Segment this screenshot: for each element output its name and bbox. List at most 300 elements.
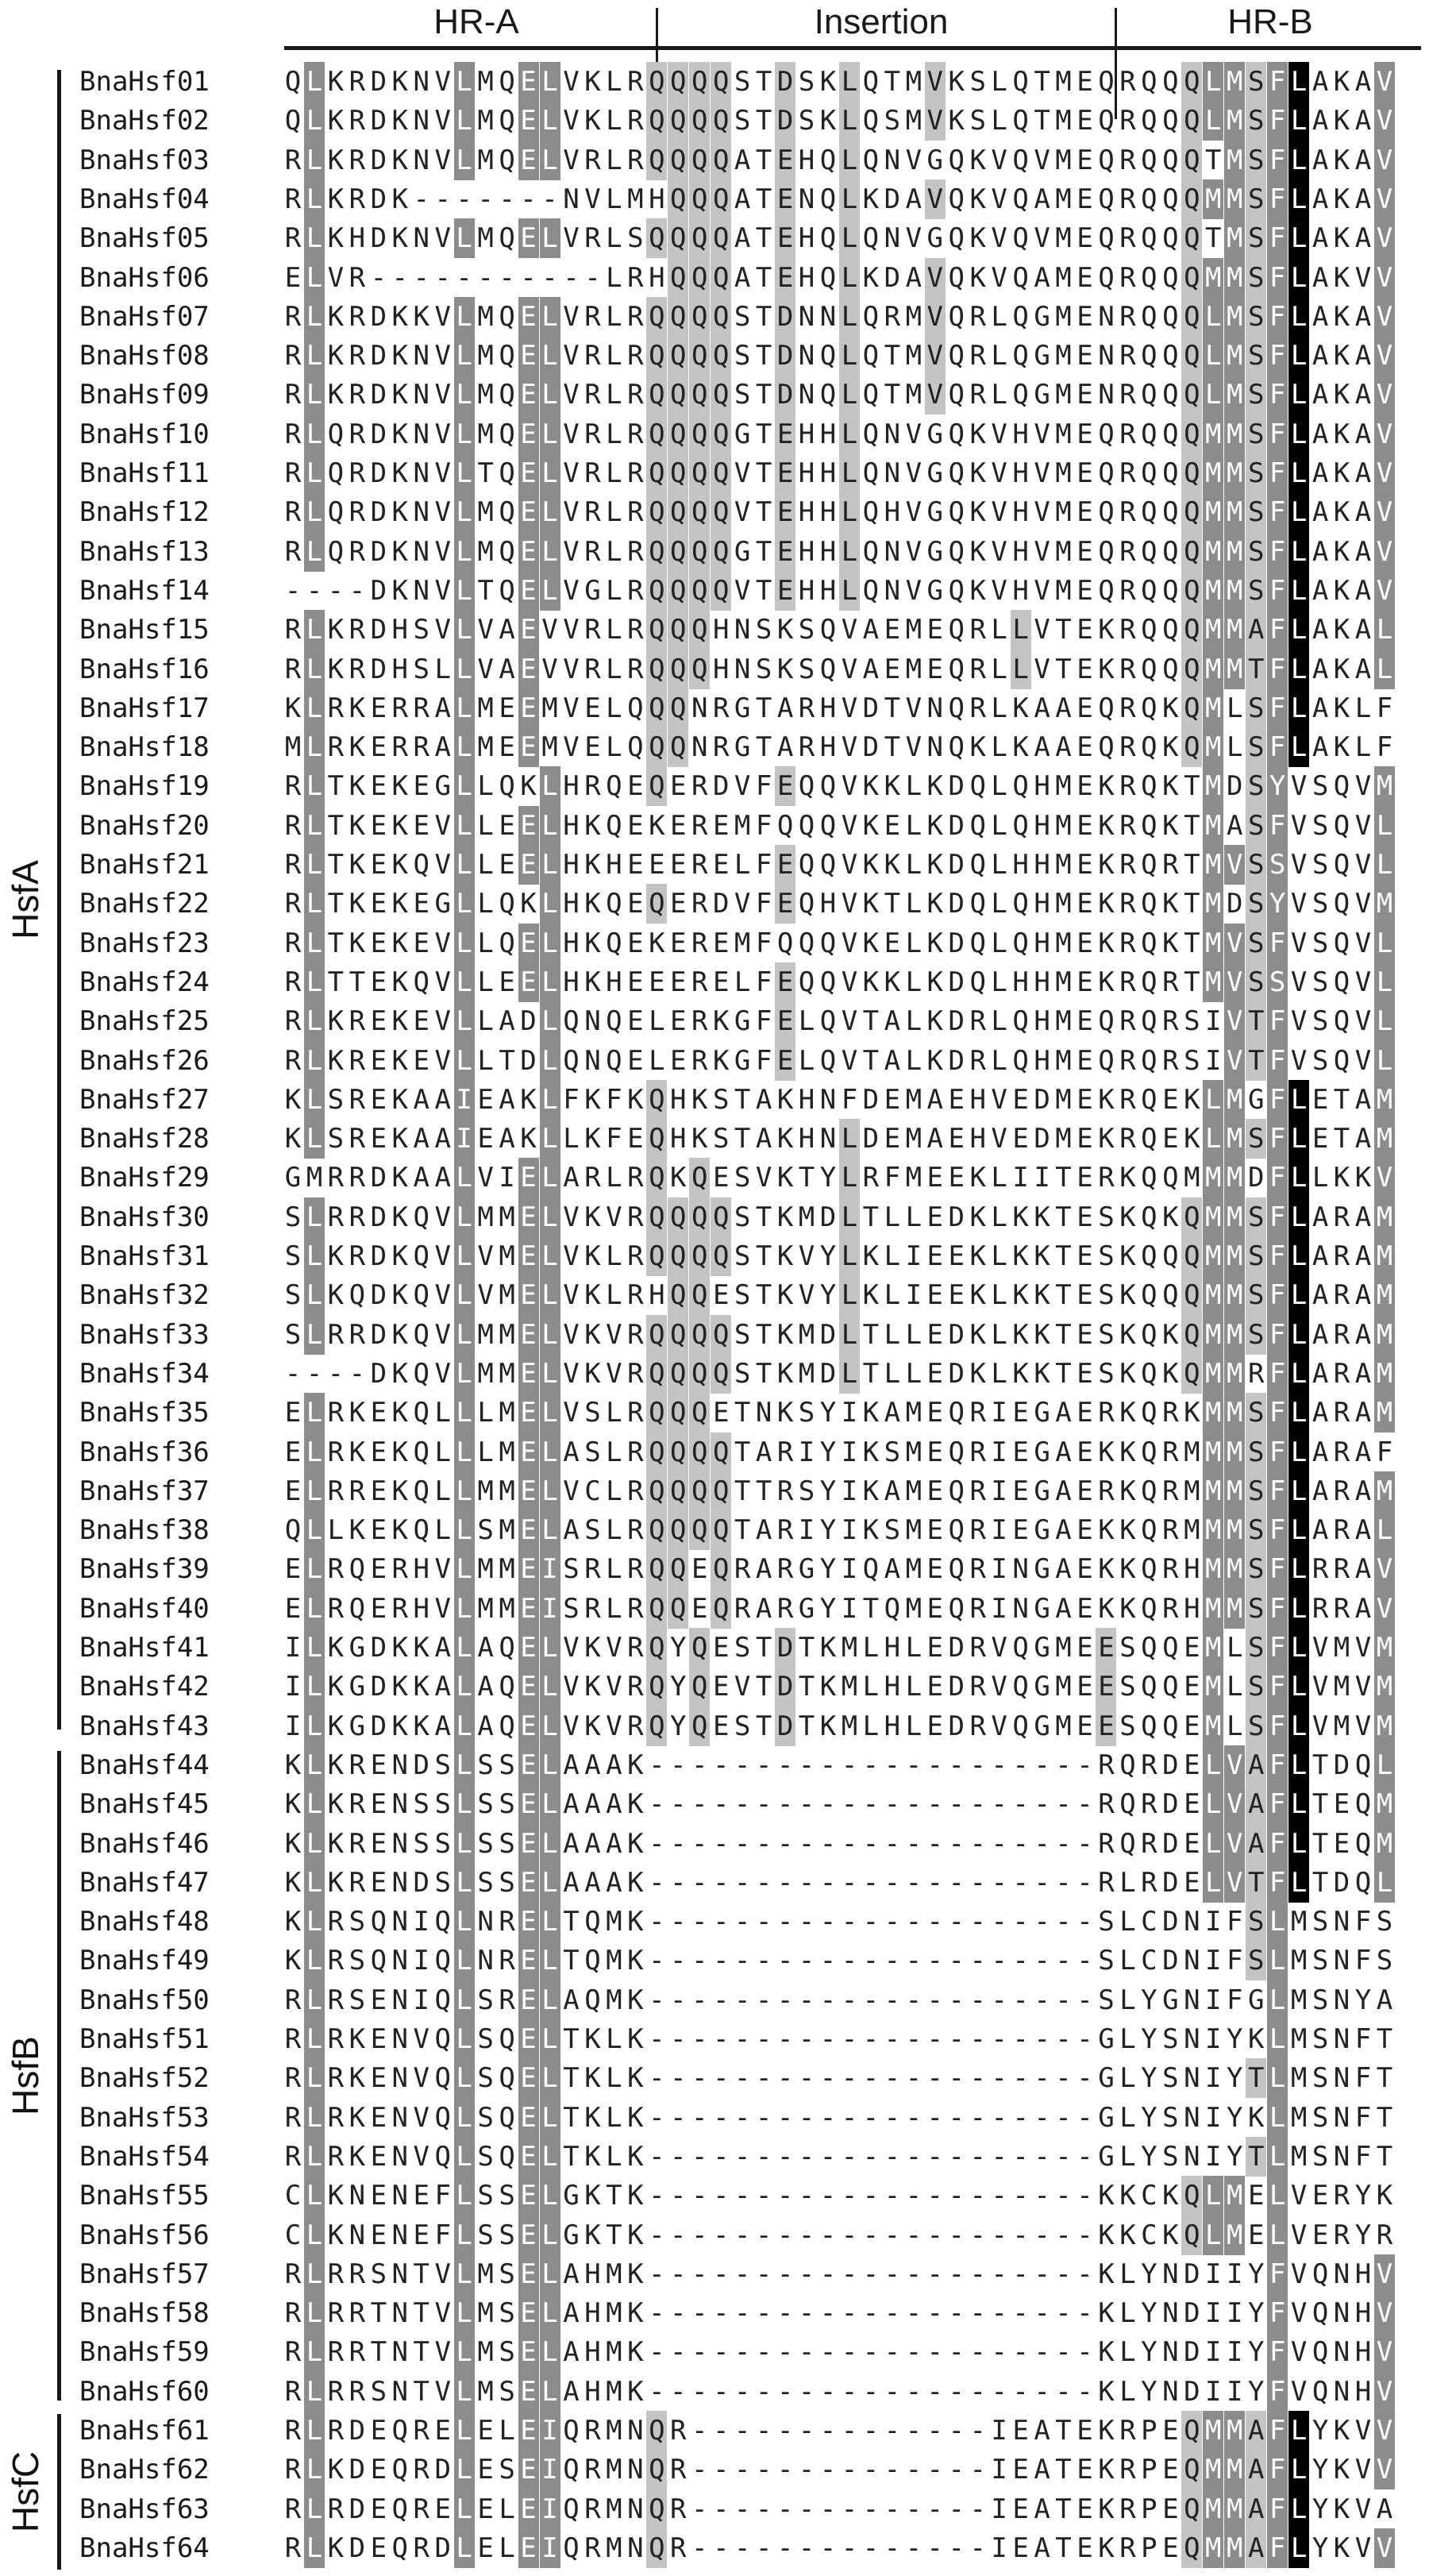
residue-cell: L	[991, 614, 1007, 646]
residue-cell: M	[499, 1436, 515, 1468]
residue-cell: Q	[862, 496, 880, 529]
residue-cell: R	[584, 614, 601, 646]
residue-cell: -	[1055, 1788, 1072, 1821]
residue-cell: K	[349, 2023, 366, 2055]
residue-cell: R	[670, 2415, 687, 2447]
residue-cell: E	[370, 809, 387, 842]
residue-cell: E	[370, 1436, 387, 1468]
residue-cell: L	[905, 1044, 922, 1077]
residue-cell: F	[1267, 1119, 1288, 1159]
residue-cell: -	[841, 2219, 858, 2251]
residue-cell: K	[948, 66, 965, 98]
residue-cell: E	[1077, 1632, 1093, 1664]
residue-cell: L	[1288, 375, 1309, 415]
residue-cell: V	[434, 66, 451, 98]
residue-cell: Q	[819, 261, 837, 294]
residue-cell: -	[434, 183, 451, 215]
residue-cell: R	[284, 1984, 302, 2016]
residue-cell: E	[775, 141, 795, 180]
residue-cell: -	[1055, 2101, 1072, 2134]
residue-cell: E	[775, 1001, 795, 1041]
residue-cell: K	[627, 2219, 644, 2251]
residue-cell: L	[905, 1201, 922, 1233]
residue-cell: Q	[1181, 571, 1202, 611]
residue-cell: I	[991, 2493, 1007, 2525]
residue-cell: -	[798, 2062, 815, 2095]
residue-cell: R	[391, 1553, 409, 1586]
residue-cell: -	[969, 2258, 986, 2290]
residue-cell: M	[1055, 770, 1072, 803]
residue-cell: S	[1119, 1710, 1136, 1742]
residue-cell: Q	[434, 2062, 451, 2095]
sequence-name: BnaHsf36	[79, 1436, 210, 1468]
residue-cell: T	[1312, 1827, 1329, 1860]
sequence-name: BnaHsf07	[79, 300, 210, 333]
sequence-row	[0, 1471, 1429, 1511]
residue-cell: K	[391, 105, 409, 137]
residue-cell: L	[798, 1005, 815, 1038]
residue-cell: -	[670, 1788, 687, 1821]
residue-cell: D	[370, 1710, 387, 1742]
residue-cell: Q	[819, 1044, 837, 1077]
residue-cell: E	[370, 2454, 387, 2486]
residue-cell: E	[926, 1514, 944, 1547]
residue-cell: R	[584, 496, 601, 529]
residue-cell: K	[776, 1397, 794, 1429]
residue-cell: H	[563, 849, 580, 881]
residue-cell: L	[304, 688, 325, 728]
sequence-name: BnaHsf32	[79, 1279, 210, 1312]
residue-cell: -	[948, 2180, 965, 2212]
residue-cell: Q	[711, 336, 731, 376]
residue-cell: Q	[819, 966, 837, 998]
residue-cell: V	[1374, 415, 1395, 454]
residue-cell: A	[434, 1632, 451, 1664]
residue-cell: L	[540, 2215, 560, 2255]
residue-cell: E	[926, 1357, 944, 1390]
residue-cell: E	[1077, 1123, 1093, 1155]
residue-cell: R	[391, 1592, 409, 1625]
residue-cell: V	[434, 222, 451, 255]
residue-cell: G	[926, 144, 944, 176]
residue-cell: -	[905, 2297, 922, 2330]
residue-cell: M	[477, 1592, 494, 1625]
residue-cell: Q	[646, 650, 667, 689]
residue-cell: R	[284, 2336, 302, 2369]
sequence-name: BnaHsf48	[79, 1906, 210, 1938]
residue-cell: E	[948, 1240, 965, 1272]
residue-cell: Q	[1098, 692, 1115, 724]
residue-cell: L	[499, 2532, 515, 2564]
residue-cell: V	[1374, 1549, 1395, 1589]
residue-cell: Q	[1141, 731, 1157, 764]
residue-cell: M	[798, 1357, 815, 1390]
residue-cell: K	[327, 1671, 345, 1703]
residue-cell: F	[755, 809, 772, 842]
residue-cell: V	[991, 1632, 1007, 1664]
residue-cell: F	[1267, 2489, 1288, 2529]
residue-cell: Q	[1162, 1279, 1179, 1312]
residue-cell: L	[1288, 1549, 1309, 1589]
residue-cell: Q	[689, 415, 710, 454]
residue-cell: A	[1354, 418, 1372, 450]
residue-cell: R	[349, 379, 366, 411]
residue-cell: H	[1012, 457, 1029, 489]
residue-cell: Q	[413, 1397, 429, 1429]
residue-cell: F	[1267, 924, 1288, 963]
residue-cell: V	[734, 574, 751, 607]
residue-cell: R	[798, 692, 815, 724]
residue-cell: -	[1055, 2023, 1072, 2055]
residue-cell: G	[1034, 1397, 1050, 1429]
residue-cell: E	[518, 336, 539, 376]
residue-cell: Q	[798, 927, 815, 959]
residue-cell: K	[391, 1397, 409, 1429]
residue-cell: Y	[1267, 766, 1288, 806]
residue-cell: R	[969, 300, 986, 333]
residue-cell: E	[1312, 1123, 1329, 1155]
residue-cell: -	[926, 2415, 944, 2447]
residue-cell: Q	[646, 1158, 667, 1197]
residue-cell: -	[862, 2297, 880, 2330]
residue-cell: Q	[689, 1667, 710, 1706]
residue-cell: Q	[646, 727, 667, 767]
residue-cell: -	[349, 1357, 366, 1390]
residue-cell: L	[304, 297, 325, 337]
residue-cell: V	[1290, 1044, 1308, 1077]
residue-cell: E	[1077, 300, 1093, 333]
residue-cell: L	[499, 2415, 515, 2447]
residue-cell: L	[606, 105, 622, 137]
residue-cell: Y	[1247, 2375, 1265, 2408]
residue-cell: R	[1119, 1044, 1136, 1077]
residue-cell: V	[925, 297, 946, 337]
residue-cell: L	[905, 809, 922, 842]
residue-cell: L	[454, 1549, 475, 1589]
residue-cell: M	[905, 1592, 922, 1625]
residue-cell: -	[841, 2180, 858, 2212]
residue-cell: D	[862, 692, 880, 724]
residue-cell: D	[819, 1318, 837, 1351]
residue-cell: -	[691, 2454, 708, 2486]
residue-cell: Q	[1354, 1749, 1372, 1781]
residue-cell: A	[606, 1827, 622, 1860]
residue-cell: Q	[1141, 849, 1157, 881]
residue-cell: S	[1246, 884, 1266, 924]
sequence-row	[0, 1628, 1429, 1668]
residue-cell: M	[1290, 2101, 1308, 2134]
residue-cell: S	[477, 1984, 494, 2016]
residue-cell: E	[518, 2019, 539, 2059]
residue-cell: L	[1288, 1119, 1309, 1159]
residue-cell: L	[1288, 1158, 1309, 1197]
residue-cell: A	[1312, 261, 1329, 294]
residue-cell: L	[454, 727, 475, 767]
residue-cell: T	[563, 2101, 580, 2134]
residue-cell: L	[1011, 650, 1031, 689]
residue-cell: D	[712, 888, 730, 920]
residue-cell: Q	[563, 2454, 580, 2486]
residue-cell: L	[839, 415, 860, 454]
residue-cell: R	[691, 849, 708, 881]
residue-cell: E	[1077, 692, 1093, 724]
residue-cell: R	[349, 183, 366, 215]
sequence-name: BnaHsf22	[79, 888, 210, 920]
residue-cell: V	[1224, 845, 1245, 885]
residue-cell: R	[1162, 1436, 1179, 1468]
residue-cell: Q	[646, 766, 667, 806]
residue-cell: Q	[1162, 653, 1179, 685]
residue-cell: K	[627, 2297, 644, 2330]
residue-cell: E	[518, 2332, 539, 2372]
residue-cell: -	[712, 1945, 730, 1977]
residue-cell: A	[1354, 1123, 1372, 1155]
residue-cell: R	[284, 340, 302, 372]
residue-cell: -	[991, 1945, 1007, 1977]
residue-cell: Q	[499, 300, 515, 333]
residue-cell: L	[1203, 2215, 1223, 2255]
residue-cell: G	[349, 1632, 366, 1664]
residue-cell: A	[1354, 1201, 1372, 1233]
residue-cell: K	[862, 966, 880, 998]
residue-cell: S	[584, 1514, 601, 1547]
residue-cell: M	[1374, 1080, 1395, 1120]
residue-cell: E	[518, 453, 539, 493]
residue-cell: E	[1077, 66, 1093, 98]
sequence-name: BnaHsf29	[79, 1162, 210, 1194]
residue-cell: E	[926, 1201, 944, 1233]
residue-cell: A	[1246, 610, 1266, 650]
residue-cell: V	[841, 966, 858, 998]
residue-cell: N	[391, 2062, 409, 2095]
residue-cell: T	[327, 966, 345, 998]
residue-cell: -	[819, 2101, 837, 2134]
residue-cell: L	[905, 927, 922, 959]
residue-cell: R	[327, 2415, 345, 2447]
residue-cell: D	[884, 183, 901, 215]
residue-cell: K	[1012, 1357, 1029, 1390]
residue-cell: E	[1077, 809, 1093, 842]
residue-cell: Y	[1141, 2297, 1157, 2330]
residue-cell: S	[499, 1827, 515, 1860]
residue-cell: M	[541, 731, 558, 764]
sequence-row	[0, 1433, 1429, 1472]
residue-cell: E	[627, 1044, 644, 1077]
residue-cell: R	[284, 653, 302, 685]
residue-cell: L	[905, 849, 922, 881]
residue-cell: T	[862, 1201, 880, 1233]
residue-cell: R	[627, 1162, 644, 1194]
residue-cell: T	[755, 1632, 772, 1664]
residue-cell: E	[670, 888, 687, 920]
residue-cell: L	[540, 2293, 560, 2333]
residue-cell: I	[841, 1475, 858, 1507]
residue-cell: Q	[1141, 183, 1157, 215]
residue-cell: V	[1374, 2450, 1395, 2489]
residue-cell: T	[755, 261, 772, 294]
residue-cell: A	[1354, 300, 1372, 333]
residue-cell: -	[905, 2375, 922, 2408]
residue-cell: G	[1034, 1671, 1050, 1703]
residue-cell: R	[1119, 144, 1136, 176]
residue-cell: K	[327, 1827, 345, 1860]
residue-cell: Q	[689, 1706, 710, 1746]
residue-cell: M	[1374, 1236, 1395, 1276]
residue-cell: K	[1162, 1201, 1179, 1233]
residue-cell: S	[798, 105, 815, 137]
residue-cell: -	[884, 1906, 901, 1938]
residue-cell: -	[884, 2493, 901, 2525]
residue-cell: Q	[711, 1354, 731, 1394]
residue-cell: L	[798, 1044, 815, 1077]
residue-cell: A	[1034, 2415, 1050, 2447]
residue-cell: E	[1012, 2532, 1029, 2564]
residue-cell: K	[776, 1201, 794, 1233]
residue-cell: M	[1290, 2140, 1308, 2173]
residue-cell: E	[518, 1393, 539, 1433]
residue-cell: V	[434, 1318, 451, 1351]
residue-cell: Q	[646, 1510, 667, 1550]
residue-cell: R	[327, 2297, 345, 2330]
residue-cell: E	[649, 966, 665, 998]
residue-cell: -	[691, 2140, 708, 2173]
residue-cell: L	[1226, 1632, 1243, 1664]
residue-cell: L	[304, 1628, 325, 1668]
residue-cell: K	[1162, 770, 1179, 803]
residue-cell: K	[627, 2375, 644, 2408]
residue-cell: R	[584, 222, 601, 255]
residue-cell: R	[1119, 574, 1136, 607]
residue-cell: T	[734, 1083, 751, 1116]
residue-cell: -	[477, 183, 494, 215]
residue-cell: L	[454, 806, 475, 846]
residue-cell: R	[349, 1866, 366, 1899]
residue-cell: A	[1354, 1357, 1372, 1390]
residue-cell: M	[1055, 222, 1072, 255]
residue-cell: A	[1034, 2532, 1050, 2564]
residue-cell: -	[734, 2415, 751, 2447]
residue-cell: K	[969, 457, 986, 489]
residue-cell: L	[606, 144, 622, 176]
residue-cell: R	[969, 614, 986, 646]
residue-cell: V	[563, 1710, 580, 1742]
residue-cell: Q	[689, 1197, 710, 1237]
residue-cell: K	[862, 1279, 880, 1312]
residue-cell: -	[670, 1866, 687, 1899]
residue-cell: A	[434, 731, 451, 764]
residue-cell: V	[606, 1201, 622, 1233]
residue-cell: M	[606, 2258, 622, 2290]
residue-cell: L	[606, 692, 622, 724]
residue-cell: H	[563, 770, 580, 803]
residue-cell: L	[991, 300, 1007, 333]
residue-cell: A	[1312, 614, 1329, 646]
residue-cell: R	[349, 1475, 366, 1507]
residue-cell: -	[991, 2258, 1007, 2290]
residue-cell: S	[499, 1866, 515, 1899]
residue-cell: Q	[819, 1005, 837, 1038]
residue-cell: D	[370, 183, 387, 215]
residue-cell: L	[1288, 415, 1309, 454]
residue-cell: R	[284, 2258, 302, 2290]
residue-cell: Q	[646, 1628, 667, 1668]
residue-cell: A	[1354, 66, 1372, 98]
residue-cell: S	[755, 614, 772, 646]
residue-cell: G	[926, 457, 944, 489]
residue-cell: L	[454, 1315, 475, 1355]
residue-cell: -	[991, 2101, 1007, 2134]
sequence-name: BnaHsf34	[79, 1357, 210, 1390]
residue-cell: S	[1312, 2140, 1329, 2173]
residue-cell: L	[540, 1667, 560, 1706]
residue-cell: H	[798, 261, 815, 294]
residue-cell: M	[499, 1201, 515, 1233]
residue-cell: Q	[1119, 1749, 1136, 1781]
residue-cell: K	[969, 1318, 986, 1351]
residue-cell: D	[948, 1005, 965, 1038]
residue-cell: T	[755, 183, 772, 215]
residue-cell: Q	[1141, 692, 1157, 724]
residue-cell: Q	[1012, 340, 1029, 372]
residue-cell: M	[734, 809, 751, 842]
residue-cell: R	[284, 535, 302, 568]
residue-cell: A	[1354, 1279, 1372, 1312]
residue-cell: G	[1034, 1553, 1050, 1586]
residue-cell: Q	[1162, 496, 1179, 529]
residue-cell: F	[1267, 2372, 1288, 2412]
residue-cell: R	[284, 144, 302, 176]
residue-cell: -	[905, 2180, 922, 2212]
residue-cell: -	[884, 2101, 901, 2134]
residue-cell: M	[905, 1514, 922, 1547]
residue-cell: K	[1098, 1436, 1115, 1468]
residue-cell: T	[1312, 1788, 1329, 1821]
residue-cell: R	[627, 653, 644, 685]
residue-cell: Q	[646, 492, 667, 532]
residue-cell: -	[755, 2532, 772, 2564]
residue-cell: Q	[646, 2489, 667, 2529]
residue-cell: L	[606, 496, 622, 529]
residue-cell: L	[839, 179, 860, 219]
residue-cell: A	[1312, 574, 1329, 607]
residue-cell: V	[1290, 1005, 1308, 1038]
residue-cell: R	[584, 300, 601, 333]
residue-cell: -	[1034, 2297, 1050, 2330]
residue-cell: S	[563, 1553, 580, 1586]
residue-cell: L	[540, 924, 560, 963]
residue-cell: E	[518, 1471, 539, 1511]
residue-cell: E	[370, 1083, 387, 1116]
residue-cell: -	[948, 1945, 965, 1977]
residue-cell: R	[969, 1475, 986, 1507]
residue-cell: V	[841, 927, 858, 959]
residue-cell: S	[1312, 966, 1329, 998]
residue-cell: -	[948, 2258, 965, 2290]
residue-cell: A	[734, 261, 751, 294]
residue-cell: H	[819, 418, 837, 450]
residue-cell: E	[370, 2062, 387, 2095]
residue-cell: M	[1203, 1393, 1223, 1433]
residue-cell: E	[477, 1123, 494, 1155]
residue-cell: Q	[1181, 62, 1202, 102]
residue-cell: Q	[1181, 101, 1202, 141]
residue-cell: R	[584, 2493, 601, 2525]
residue-cell: A	[734, 144, 751, 176]
residue-cell: Q	[1162, 535, 1179, 568]
residue-cell: -	[755, 2415, 772, 2447]
sequence-name: BnaHsf03	[79, 144, 210, 176]
residue-cell: -	[841, 2415, 858, 2447]
